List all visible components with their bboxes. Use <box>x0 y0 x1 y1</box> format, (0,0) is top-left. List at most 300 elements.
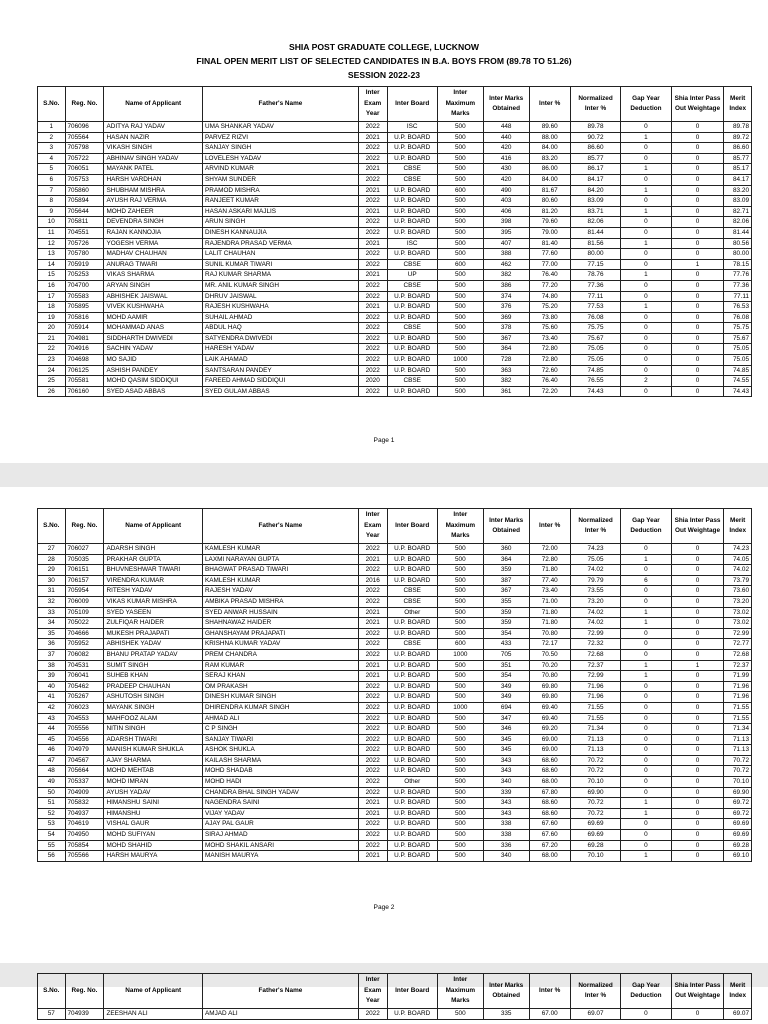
table-cell: 35 <box>38 628 66 639</box>
table-cell: 706157 <box>65 575 104 586</box>
table-cell: 1 <box>621 554 671 565</box>
table-cell: 0 <box>621 174 671 185</box>
table-cell: 0 <box>621 681 671 692</box>
table-cell: AJAY PAL GAUR <box>203 819 359 830</box>
table-cell: 70.20 <box>529 660 570 671</box>
table-cell: 75.05 <box>570 554 620 565</box>
table-cell: 2022 <box>358 777 387 788</box>
table-cell: 705722 <box>65 153 104 164</box>
table-cell: 84.17 <box>570 174 620 185</box>
table-cell: U.P. BOARD <box>387 386 437 397</box>
table-row <box>38 618 752 629</box>
table-cell: 1 <box>621 164 671 175</box>
table-cell: 705798 <box>65 143 104 154</box>
table-cell: 728 <box>483 355 529 366</box>
table-cell: 343 <box>483 798 529 809</box>
table-cell: 2022 <box>358 565 387 576</box>
table-cell: 6 <box>38 174 66 185</box>
table-cell: 77.40 <box>529 575 570 586</box>
table-cell: 73.20 <box>724 596 752 607</box>
table-cell: 704567 <box>65 755 104 766</box>
table-cell: U.P. BOARD <box>387 185 437 196</box>
table-cell: 4 <box>38 153 66 164</box>
table-cell: SIRAJ AHMAD <box>203 830 359 841</box>
column-header: Name of Applicant <box>104 974 203 1009</box>
column-header: Name of Applicant <box>104 87 203 122</box>
table-cell: 500 <box>437 787 483 798</box>
table-cell: 83.71 <box>570 206 620 217</box>
table-cell: 705914 <box>65 323 104 334</box>
table-cell: 22 <box>38 344 66 355</box>
table-cell: MOHD SHADAB <box>203 766 359 777</box>
table-cell: 80.60 <box>529 196 570 207</box>
table-cell: 69.90 <box>570 787 620 798</box>
table-row <box>38 302 752 313</box>
table-cell: 2022 <box>358 586 387 597</box>
table-cell: 54 <box>38 830 66 841</box>
table-cell: VIVEK KUSHWAHA <box>104 302 203 313</box>
table-cell: 0 <box>671 270 724 281</box>
column-header: Inter Exam Year <box>358 87 387 122</box>
table-cell: 72.99 <box>570 671 620 682</box>
table-header-row <box>38 974 752 1009</box>
table-cell: 500 <box>437 312 483 323</box>
table-cell: 75.67 <box>724 333 752 344</box>
table-cell: ZULFIQAR HAIDER <box>104 618 203 629</box>
table-cell: 500 <box>437 734 483 745</box>
table-cell: 0 <box>671 618 724 629</box>
table-cell: HASAN ASKARI MAJLIS <box>203 206 359 217</box>
table-cell: MOHAMMAD ANAS <box>104 323 203 334</box>
table-cell: 77.11 <box>724 291 752 302</box>
table-cell: 73.02 <box>724 618 752 629</box>
table-cell: 2022 <box>358 544 387 555</box>
table-cell: 80.00 <box>724 249 752 260</box>
table-cell: 72.00 <box>529 544 570 555</box>
table-cell: DINESH KUMAR SINGH <box>203 692 359 703</box>
table-cell: 74.05 <box>724 554 752 565</box>
table-cell: 500 <box>437 153 483 164</box>
table-cell: 77.00 <box>529 259 570 270</box>
table-cell: 72.32 <box>570 639 620 650</box>
table-cell: 1 <box>671 259 724 270</box>
table-cell: 70.50 <box>529 649 570 660</box>
table-cell: 0 <box>671 122 724 133</box>
table-cell: ANURAG TIWARI <box>104 259 203 270</box>
table-cell: 0 <box>621 196 671 207</box>
table-cell: 705811 <box>65 217 104 228</box>
table-cell: 705267 <box>65 692 104 703</box>
table-cell: 12 <box>38 238 66 249</box>
table-cell: 343 <box>483 808 529 819</box>
table-cell: U.P. BOARD <box>387 554 437 565</box>
table-cell: 500 <box>437 280 483 291</box>
table-row <box>38 312 752 323</box>
table-cell: MOHD QASIM SIDDIQUI <box>104 376 203 387</box>
table-cell: U.P. BOARD <box>387 227 437 238</box>
table-cell: 500 <box>437 565 483 576</box>
table-cell: 0 <box>671 724 724 735</box>
table-row <box>38 575 752 586</box>
table-cell: 500 <box>437 586 483 597</box>
table-cell: MOHD AAMIR <box>104 312 203 323</box>
table-cell: 0 <box>621 586 671 597</box>
table-cell: 2022 <box>358 333 387 344</box>
table-cell: 600 <box>437 185 483 196</box>
table-cell: 367 <box>483 333 529 344</box>
table-cell: 500 <box>437 766 483 777</box>
table-cell: 77.53 <box>570 302 620 313</box>
table-cell: 704916 <box>65 344 104 355</box>
table-cell: 71.99 <box>724 671 752 682</box>
table-cell: 23 <box>38 355 66 366</box>
table-cell: 48 <box>38 766 66 777</box>
table-cell: 706125 <box>65 365 104 376</box>
table-cell: 0 <box>671 344 724 355</box>
table-cell: 398 <box>483 217 529 228</box>
table-cell: 0 <box>671 777 724 788</box>
table-cell: 0 <box>621 333 671 344</box>
table-cell: 351 <box>483 660 529 671</box>
table-row <box>38 766 752 777</box>
table-cell: U.P. BOARD <box>387 798 437 809</box>
table-cell: 68.60 <box>529 808 570 819</box>
table-cell: 71.13 <box>570 734 620 745</box>
table-cell: 705556 <box>65 724 104 735</box>
table-cell: SANJAY SINGH <box>203 143 359 154</box>
table-cell: 705860 <box>65 185 104 196</box>
table-cell: 74.85 <box>570 365 620 376</box>
table-cell: SUHEB KHAN <box>104 671 203 682</box>
table-cell: 0 <box>621 249 671 260</box>
table-cell: 500 <box>437 713 483 724</box>
table-cell: 7 <box>38 185 66 196</box>
table-cell: 704531 <box>65 660 104 671</box>
table-cell: U.P. BOARD <box>387 153 437 164</box>
table-row <box>38 174 752 185</box>
table-cell: 86.17 <box>570 164 620 175</box>
table-cell: 704666 <box>65 628 104 639</box>
table-cell: GHANSHAYAM PRAJAPATI <box>203 628 359 639</box>
table-row <box>38 734 752 745</box>
table-cell: 500 <box>437 575 483 586</box>
table-cell: 2022 <box>358 217 387 228</box>
table-cell: 364 <box>483 554 529 565</box>
table-cell: 77.76 <box>724 270 752 281</box>
table-cell: 2021 <box>358 132 387 143</box>
table-cell: 500 <box>437 544 483 555</box>
column-header: Normalized Inter % <box>570 509 620 544</box>
table-cell: U.P. BOARD <box>387 249 437 260</box>
table-cell: 359 <box>483 565 529 576</box>
table-cell: 73.02 <box>724 607 752 618</box>
column-header: Inter % <box>529 509 570 544</box>
college-name: SHIA POST GRADUATE COLLEGE, LUCKNOW <box>288 42 479 52</box>
column-header: Reg. No. <box>65 509 104 544</box>
table-cell: 500 <box>437 628 483 639</box>
table-cell: 0 <box>671 238 724 249</box>
table-cell: NAGENDRA SAINI <box>203 798 359 809</box>
table-cell: 0 <box>671 196 724 207</box>
table-cell: 0 <box>621 777 671 788</box>
table-row <box>38 238 752 249</box>
table-cell: 462 <box>483 259 529 270</box>
table-cell: KRISHNA KUMAR YADAV <box>203 639 359 650</box>
table-cell: 500 <box>437 607 483 618</box>
table-cell: 75.67 <box>570 333 620 344</box>
table-cell: 0 <box>671 671 724 682</box>
table-cell: 81.44 <box>570 227 620 238</box>
table-cell: 45 <box>38 734 66 745</box>
table-cell: MOHD SUFIYAN <box>104 830 203 841</box>
table-cell: 76.40 <box>529 270 570 281</box>
table-cell: 0 <box>671 143 724 154</box>
table-cell: 0 <box>621 692 671 703</box>
table-cell: 80.00 <box>570 249 620 260</box>
table-cell: 706160 <box>65 386 104 397</box>
table-cell: 0 <box>671 575 724 586</box>
table-cell: ADITYA RAJ YADAV <box>104 122 203 133</box>
table-cell: 74.02 <box>570 565 620 576</box>
table-cell: 55 <box>38 840 66 851</box>
table-cell: 706041 <box>65 671 104 682</box>
table-cell: 69.90 <box>724 787 752 798</box>
table-cell: MANISH KUMAR SHUKLA <box>104 745 203 756</box>
table-cell: U.P. BOARD <box>387 628 437 639</box>
table-cell: 83.20 <box>724 185 752 196</box>
column-header: Shia Inter Pass Out Weightage <box>671 509 724 544</box>
table-cell: 71.96 <box>724 692 752 703</box>
table-cell: 705894 <box>65 196 104 207</box>
table-cell: 71.96 <box>724 681 752 692</box>
table-cell: 68.60 <box>529 755 570 766</box>
table-cell: 2022 <box>358 174 387 185</box>
table-cell: 420 <box>483 174 529 185</box>
table-cell: 0 <box>671 840 724 851</box>
table-row <box>38 280 752 291</box>
table-cell: 70.80 <box>529 628 570 639</box>
table-cell: 81.20 <box>529 206 570 217</box>
table-cell: 67.00 <box>529 1009 570 1020</box>
table-cell: 68.00 <box>529 851 570 862</box>
table-cell: 407 <box>483 238 529 249</box>
column-header: Father's Name <box>203 974 359 1009</box>
table-cell: SANTSARAN PANDEY <box>203 365 359 376</box>
column-header: Inter Board <box>387 974 437 1009</box>
table-cell: U.P. BOARD <box>387 302 437 313</box>
table-cell: RITESH YADAV <box>104 586 203 597</box>
table-cell: 0 <box>621 787 671 798</box>
column-header: S.No. <box>38 974 66 1009</box>
table-cell: 73.20 <box>570 596 620 607</box>
table-cell: 71.13 <box>724 745 752 756</box>
table-cell: 50 <box>38 787 66 798</box>
table-cell: 2022 <box>358 280 387 291</box>
table-cell: 19 <box>38 312 66 323</box>
table-row <box>38 122 752 133</box>
table-row <box>38 671 752 682</box>
table-cell: HARESH YADAV <box>203 344 359 355</box>
table-cell: 69.07 <box>570 1009 620 1020</box>
table-cell: 31 <box>38 586 66 597</box>
table-cell: 83.09 <box>570 196 620 207</box>
table-cell: 500 <box>437 238 483 249</box>
table-cell: 600 <box>437 639 483 650</box>
table-cell: 705919 <box>65 259 104 270</box>
table-cell: U.P. BOARD <box>387 333 437 344</box>
table-cell: 73.40 <box>529 333 570 344</box>
table-cell: 84.00 <box>529 143 570 154</box>
table-cell: 500 <box>437 851 483 862</box>
column-header: Gap Year Deduction <box>621 974 671 1009</box>
table-cell: MAYANK PATEL <box>104 164 203 175</box>
table-cell: CBSE <box>387 639 437 650</box>
table-cell: ARUN SINGH <box>203 217 359 228</box>
table-cell: 33 <box>38 607 66 618</box>
table-cell: CBSE <box>387 280 437 291</box>
table-row <box>38 196 752 207</box>
table-cell: 0 <box>671 355 724 366</box>
table-cell: 15 <box>38 270 66 281</box>
table-cell: U.P. BOARD <box>387 713 437 724</box>
table-cell: 0 <box>671 376 724 387</box>
table-cell: 9 <box>38 206 66 217</box>
table-cell: 78.76 <box>570 270 620 281</box>
table-cell: 69.28 <box>724 840 752 851</box>
table-cell: 72.17 <box>529 639 570 650</box>
table-cell: 500 <box>437 376 483 387</box>
table-cell: 2022 <box>358 819 387 830</box>
table-cell: ABHISHEK YADAV <box>104 639 203 650</box>
table-cell: 2022 <box>358 787 387 798</box>
table-cell: 500 <box>437 840 483 851</box>
table-cell: 70.10 <box>570 777 620 788</box>
table-cell: CBSE <box>387 586 437 597</box>
table-cell: 500 <box>437 554 483 565</box>
table-cell: 69.07 <box>724 1009 752 1020</box>
table-cell: 0 <box>671 649 724 660</box>
table-cell: 72.99 <box>724 628 752 639</box>
table-cell: 705109 <box>65 607 104 618</box>
table-cell: 32 <box>38 596 66 607</box>
table-cell: 704979 <box>65 745 104 756</box>
table-cell: 2021 <box>358 302 387 313</box>
table-cell: 2021 <box>358 671 387 682</box>
table-cell: U.P. BOARD <box>387 724 437 735</box>
table-cell: MOHD SHAKIL ANSARI <box>203 840 359 851</box>
table-cell: 338 <box>483 830 529 841</box>
table-cell: 0 <box>621 734 671 745</box>
table-cell: U.P. BOARD <box>387 196 437 207</box>
table-cell: 704700 <box>65 280 104 291</box>
table-cell: U.P. BOARD <box>387 787 437 798</box>
table-cell: 53 <box>38 819 66 830</box>
table-cell: 340 <box>483 777 529 788</box>
table-cell: 706151 <box>65 565 104 576</box>
table-cell: 1 <box>621 660 671 671</box>
table-cell: 359 <box>483 607 529 618</box>
table-cell: 0 <box>621 724 671 735</box>
table-cell: HARSH MAURYA <box>104 851 203 862</box>
table-cell: 0 <box>671 713 724 724</box>
table-cell: 0 <box>671 798 724 809</box>
table-cell: 500 <box>437 122 483 133</box>
table-cell: 57 <box>38 1009 66 1020</box>
table-row <box>38 586 752 597</box>
table-cell: 90.72 <box>570 132 620 143</box>
table-cell: 1 <box>621 185 671 196</box>
table-cell: YOGESH VERMA <box>104 238 203 249</box>
table-cell: U.P. BOARD <box>387 808 437 819</box>
table-cell: 2022 <box>358 745 387 756</box>
table-cell: 71.80 <box>529 618 570 629</box>
table-cell: 77.11 <box>570 291 620 302</box>
table-cell: 71.80 <box>529 607 570 618</box>
table-cell: 2022 <box>358 840 387 851</box>
table-cell: 2016 <box>358 575 387 586</box>
table-cell: BHAGWAT PRASAD TIWARI <box>203 565 359 576</box>
table-cell: 2022 <box>358 291 387 302</box>
table-cell: ABHINAV SINGH YADAV <box>104 153 203 164</box>
table-cell: 2022 <box>358 355 387 366</box>
table-cell: SYED ASAD ABBAS <box>104 386 203 397</box>
table-cell: 52 <box>38 808 66 819</box>
table-cell: 382 <box>483 376 529 387</box>
table-cell: 77.20 <box>529 280 570 291</box>
table-cell: 2022 <box>358 122 387 133</box>
table-cell: MOHD SHAHID <box>104 840 203 851</box>
table-cell: 706096 <box>65 122 104 133</box>
table-cell: 403 <box>483 196 529 207</box>
table-cell: 500 <box>437 143 483 154</box>
table-row <box>38 798 752 809</box>
table-row <box>38 376 752 387</box>
table-cell: U.P. BOARD <box>387 649 437 660</box>
table-cell: 367 <box>483 586 529 597</box>
table-cell: 71.34 <box>570 724 620 735</box>
table-row <box>38 333 752 344</box>
table-cell: 74.23 <box>724 544 752 555</box>
table-cell: 2021 <box>358 607 387 618</box>
table-cell: 88.00 <box>529 132 570 143</box>
column-header: Inter Marks Obtained <box>483 974 529 1009</box>
table-cell: 2021 <box>358 554 387 565</box>
table-cell: 84.17 <box>724 174 752 185</box>
table-cell: MO SAJID <box>104 355 203 366</box>
table-cell: 81.67 <box>529 185 570 196</box>
table-cell: 82.06 <box>724 217 752 228</box>
table-cell: 2021 <box>358 808 387 819</box>
table-cell: VIRENDRA KUMAR <box>104 575 203 586</box>
merit-table-page-3 <box>37 973 752 1020</box>
table-cell: 79.60 <box>529 217 570 228</box>
table-cell: 71.00 <box>529 596 570 607</box>
table-cell: 705832 <box>65 798 104 809</box>
table-cell: VIKASH SINGH <box>104 143 203 154</box>
table-cell: 355 <box>483 596 529 607</box>
table-cell: 16 <box>38 280 66 291</box>
table-cell: 69.80 <box>529 692 570 703</box>
table-cell: 705583 <box>65 291 104 302</box>
table-cell: 0 <box>671 692 724 703</box>
table-cell: 2020 <box>358 376 387 387</box>
table-cell: 81.44 <box>724 227 752 238</box>
table-row <box>38 596 752 607</box>
column-header: Inter Marks Obtained <box>483 87 529 122</box>
table-cell: 69.20 <box>529 724 570 735</box>
table-cell: 448 <box>483 122 529 133</box>
table-cell: 72.77 <box>724 639 752 650</box>
